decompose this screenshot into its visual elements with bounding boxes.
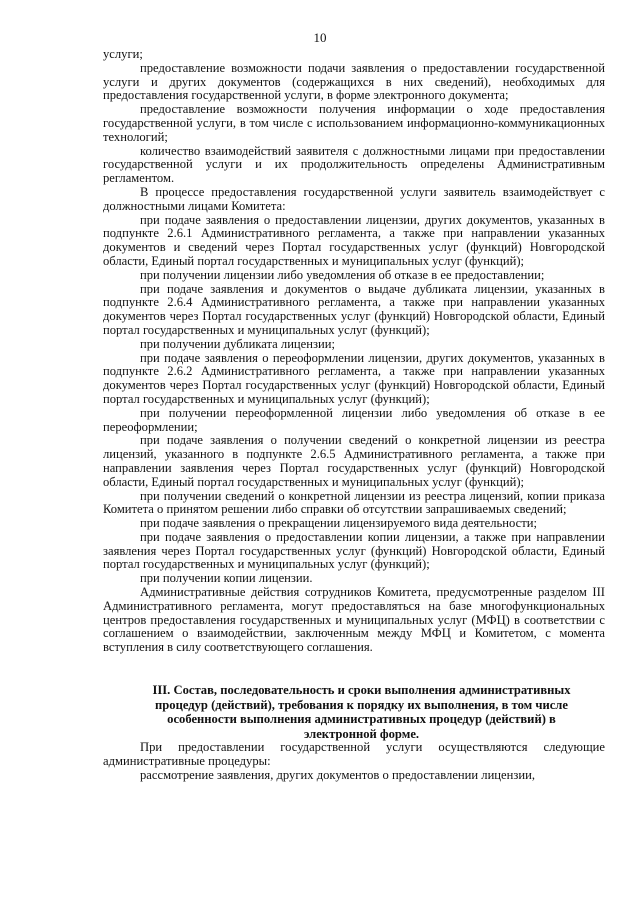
paragraph: Административные действия сотрудников Комитета, предусмотренные разделом III Административного регламента, могут предоставляться на базе многофункциональных центров предоставления государственных и муниципальных услуг (МФЦ) в соответствии с соглашением о взаимодействии, заключенным между МФЦ и Комитетом, с момента вступления в силу соответствующего соглашения. [103,585,605,655]
page-number: 10 [313,30,327,45]
paragraph: услуги; [103,47,143,61]
paragraph: при подаче заявления о переоформлении лицензии, других документов, указанных в подпункте 2.6.2 Административного регламента, а также при направлении указанных документов через Портал государственных услуг (функций) Новгородской области, Единый портал государственных и муниципальных услуг (функций); [103,350,605,406]
paragraph: при получении лицензии либо уведомления об отказе в ее предоставлении; [140,267,545,282]
paragraph: при получении переоформленной лицензии либо уведомления об отказе в ее переоформлении; [103,405,605,434]
paragraph: при подаче заявления и документов о выдаче дубликата лицензии, указанных в подпункте 2.6.4 Административного регламента, а также при направлении указанных документов через Портал государственных услуг (функций) Новгородской области, Единый портал государственных и муниципальных услуг (функций); [103,281,605,337]
paragraph: при подаче заявления о предоставлении лицензии, других документов, указанных в подпункте 2.6.1 Административного регламента, а также при направлении указанных документов и сведений через Портал государственных услуг (функций) Новгородской области, Единый портал государственных и муниципальных услуг (функций); [103,212,605,268]
paragraph: при получении сведений о конкретной лицензии из реестра лицензий, копии приказа Комитета о принятом решении либо справки об отсутствии запрашиваемых сведений; [103,488,605,517]
paragraph: предоставление возможности получения информации о ходе предоставления государственной услуги, в том числе с использованием информационно-коммуникационных технологий; [103,102,605,144]
spacer [103,655,605,683]
paragraphs-before-heading [103,48,605,655]
paragraph: рассмотрение заявления, других документов о предоставлении лицензии, [140,768,535,783]
paragraph: предоставление возможности подачи заявления о предоставлении государственной услуги и других документов (содержащихся в них сведений), необходимых для предоставления государственной услуги, в форме электронного документа; [103,60,605,103]
paragraph: при подаче заявления о прекращении лицензируемого вида деятельности; [140,516,537,531]
paragraphs-after-heading [103,741,605,782]
document-body [103,48,605,783]
paragraph: при получении дубликата лицензии; [140,336,335,351]
paragraph: В процессе предоставления государственной услуги заявитель взаимодействует с должностными лицами Комитета: [103,184,605,213]
paragraph: количество взаимодействий заявителя с должностными лицами при предоставлении государственной услуги и их продолжительность определены Административным регламентом. [103,143,605,186]
paragraph: при подаче заявления о предоставлении копии лицензии, а также при направлении заявления через Портал государственных услуг (функций) Новгородской области, Единый портал государственных и муниципальных услуг (функций); [103,529,605,572]
paragraph: при получении копии лицензии. [140,571,313,586]
section-heading: III. Состав, последовательность и сроки выполнения административных процедур (действий), требования к порядку их выполнения, в том числе особенности выполнения административных процедур (действий) в электронной форме. [152,683,571,741]
paragraph: при подаче заявления о получении сведений о конкретной лицензии из реестра лицензий, указанного в подпункте 2.6.5 Административного регламента, а также при направлении заявления через Портал государственных услуг (функций) Новгородской области, Единый портал государственных и муниципальных услуг (функций); [103,433,605,489]
paragraph: При предоставлении государственной услуги осуществляются следующие административные процедуры: [103,740,605,769]
